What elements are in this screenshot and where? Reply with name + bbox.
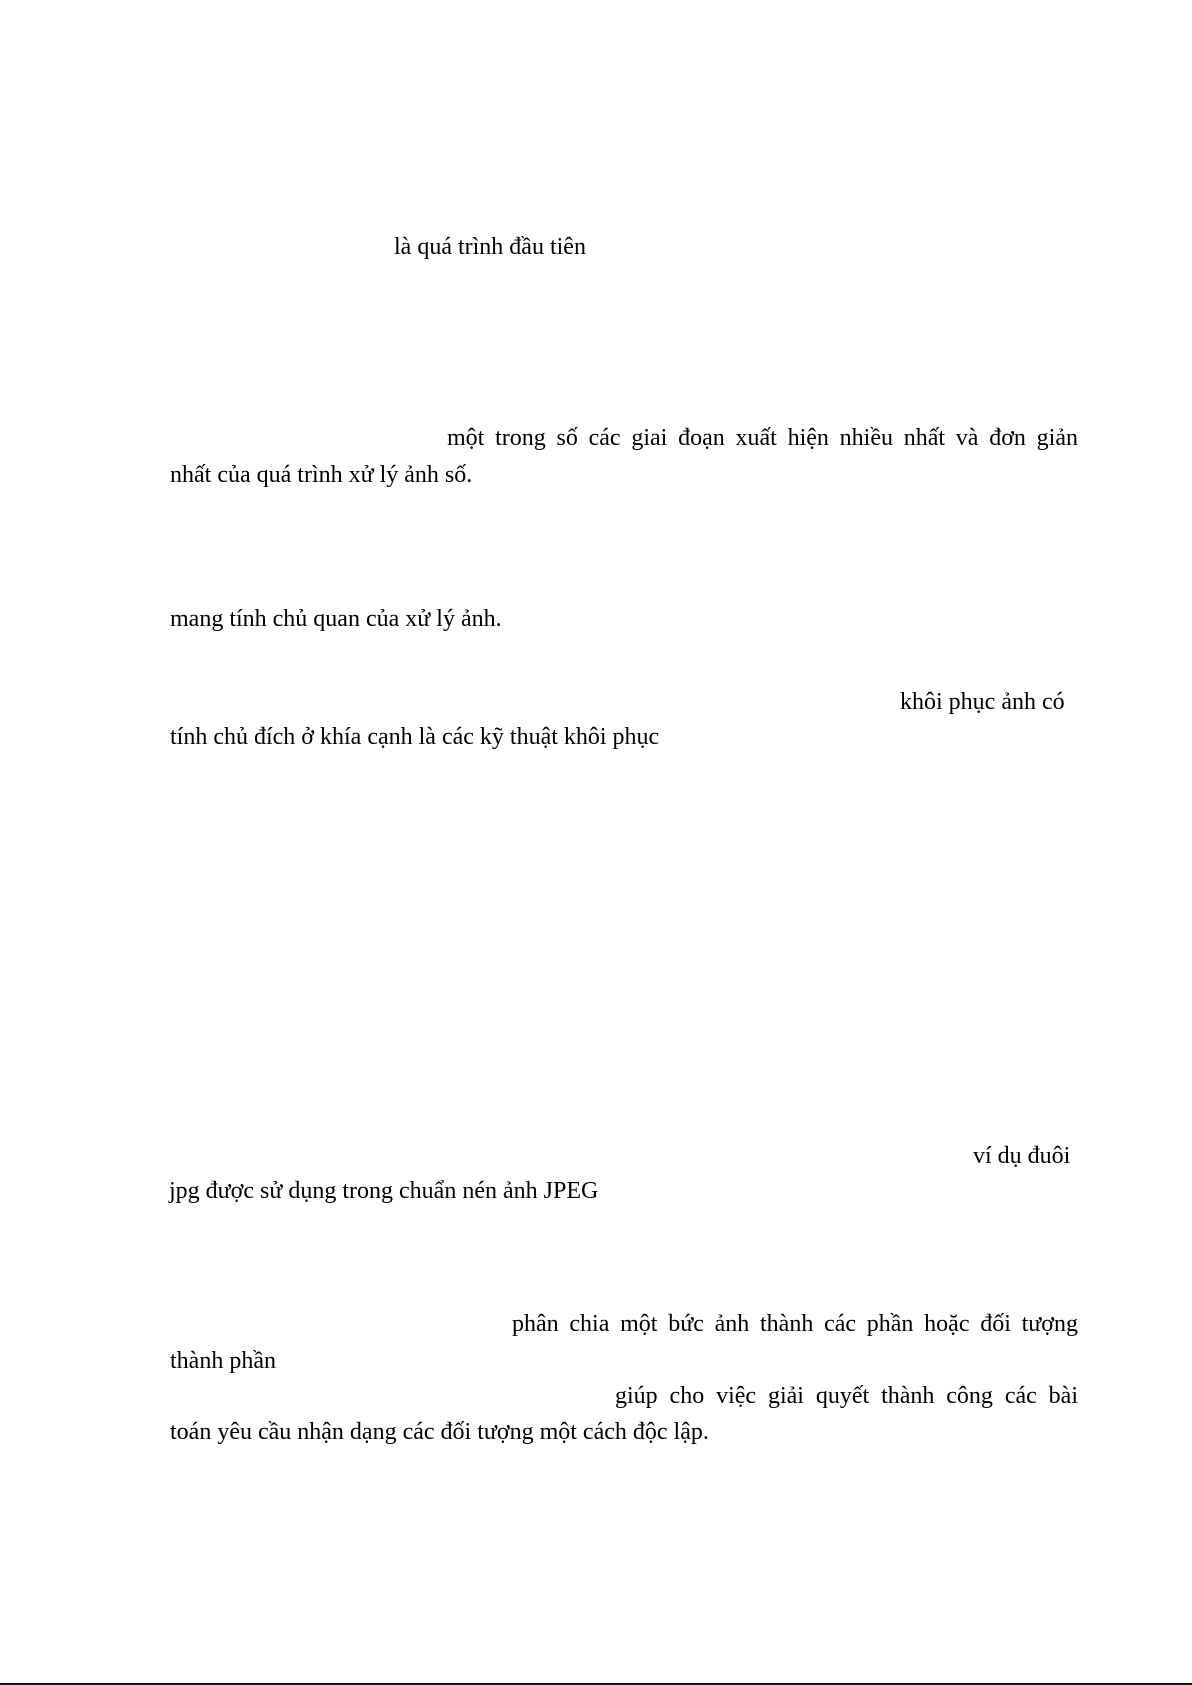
text-line-6b: thành phần	[170, 1348, 276, 1374]
text-line-6c: giúp cho việc giải quyết thành công các bài	[615, 1383, 1078, 1409]
text-line-4b: tính chủ đích ở khía cạnh là các kỹ thuật khôi phục	[170, 724, 660, 750]
text-line-3: mang tính chủ quan của xử lý ảnh.	[170, 606, 502, 632]
text-line-5b: jpg được sử dụng trong chuẩn nén ảnh JPEG	[169, 1178, 599, 1204]
text-line-6a: phân chia một bức ảnh thành các phần hoặc đối tượng	[512, 1311, 1078, 1337]
text-line-1: là quá trình đầu tiên	[394, 234, 586, 260]
text-line-6d: toán yêu cầu nhận dạng các đối tượng một cách độc lập.	[170, 1419, 709, 1445]
text-line-2a: một trong số các giai đoạn xuất hiện nhiều nhất và đơn giản	[447, 425, 1078, 451]
text-line-2b: nhất của quá trình xử lý ảnh số.	[170, 462, 473, 488]
text-line-5a: ví dụ đuôi	[973, 1143, 1071, 1169]
text-line-4a: khôi phục ảnh có	[900, 689, 1065, 715]
